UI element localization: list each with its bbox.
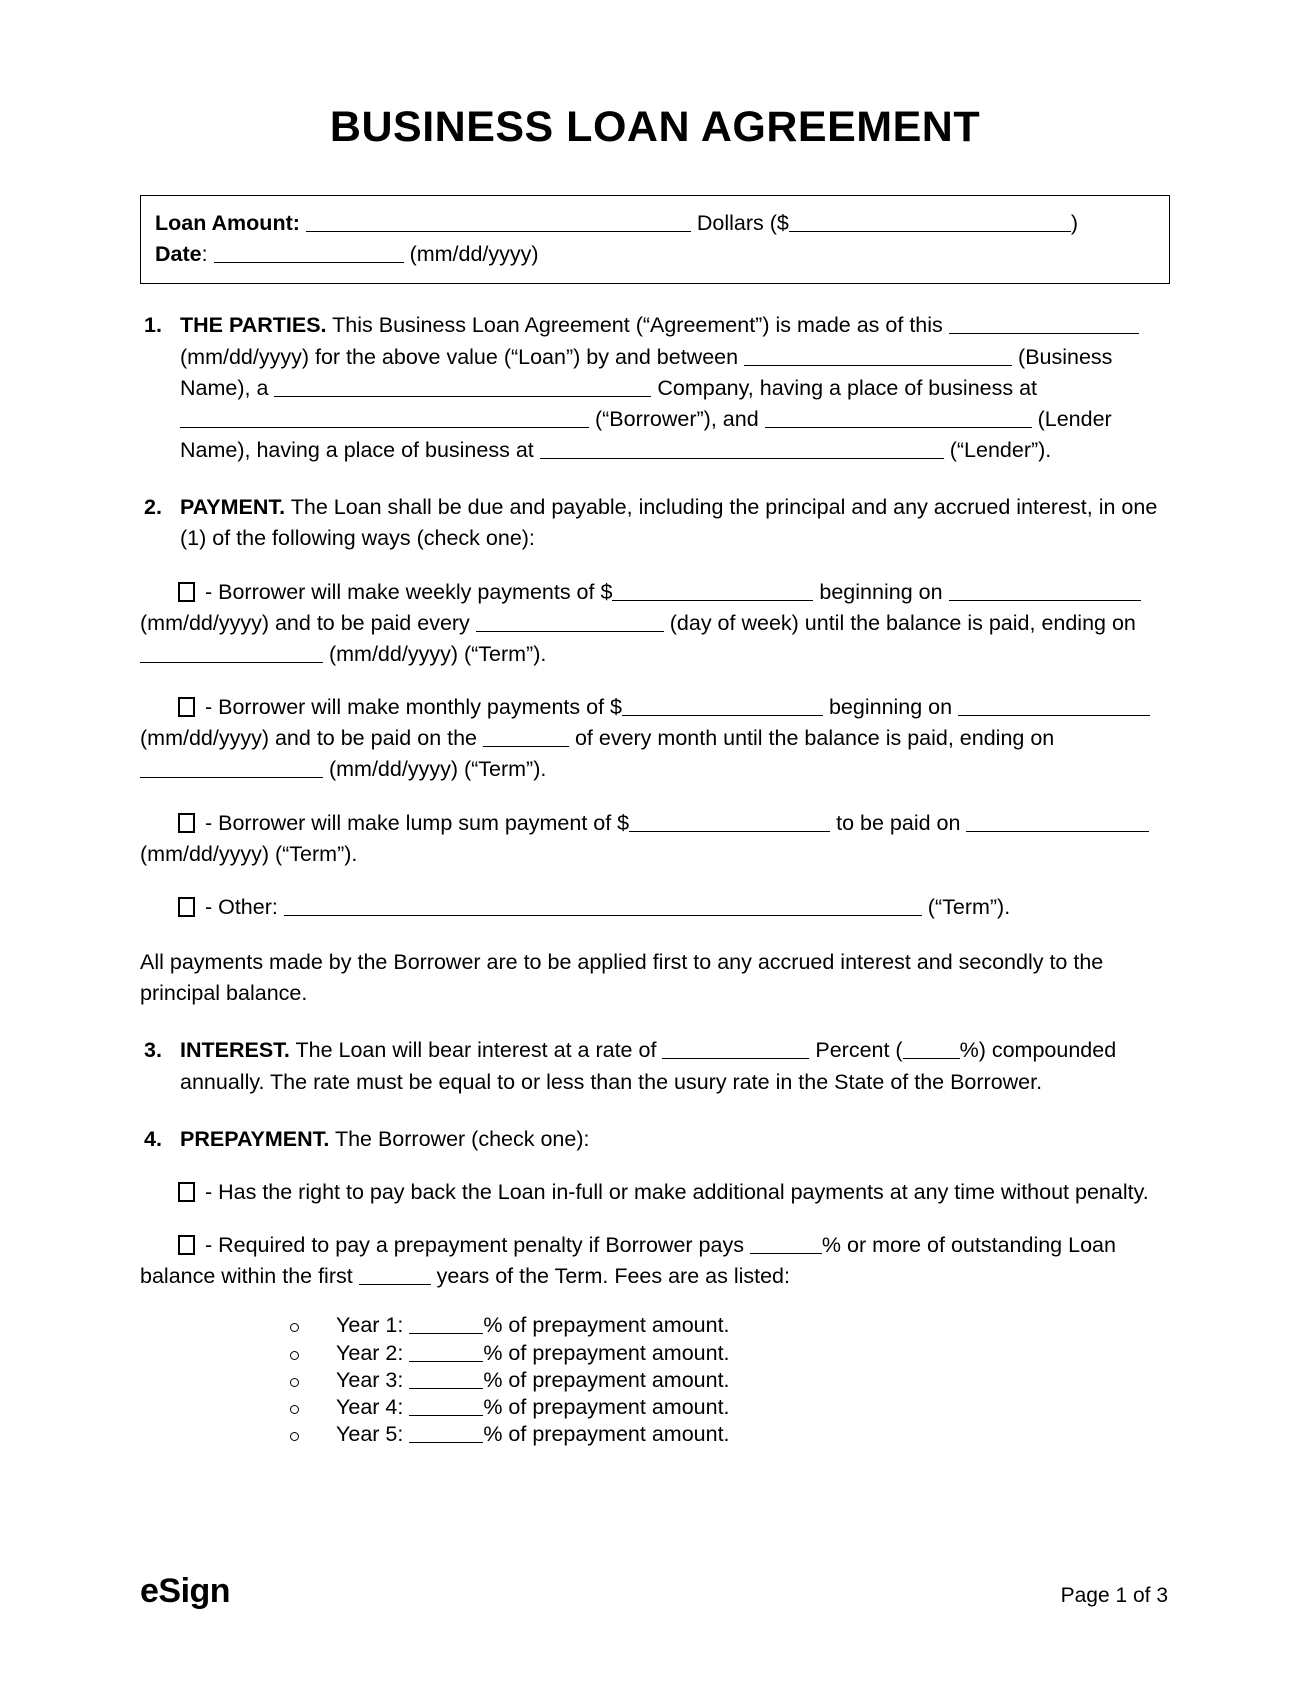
clause-prepayment [140, 1124, 1170, 1155]
monthly-text-3: (mm/dd/yyyy) and to be paid on the [140, 726, 483, 751]
interest-text-3: %) compounded annually. The rate must be equal to or less than the usury rate in the State of the Borrower. [180, 1038, 1117, 1094]
payment-option-weekly-line [140, 577, 1170, 671]
monthly-amount-field[interactable] [622, 695, 823, 717]
year-4-row [336, 1394, 730, 1421]
weekly-day-field[interactable] [476, 610, 664, 632]
prepayment-intro-text: The Borrower (check one): [329, 1126, 590, 1151]
year-5-suffix: % of prepayment amount. [483, 1421, 730, 1446]
weekly-end-date-field[interactable] [140, 641, 323, 663]
year-5-percent-field[interactable] [409, 1421, 483, 1443]
parties-text-5: (“Borrower”), and [589, 406, 765, 431]
list-item [290, 1367, 1170, 1394]
year-3-row [336, 1367, 730, 1394]
clause-body-4 [180, 1124, 1170, 1155]
year-4-label: Year 4: [336, 1394, 410, 1419]
payments-application-note: All payments made by the Borrower are to be applied first to any accrued interest and secondly to the principal balance. [140, 950, 1104, 1006]
date-format-hint: (mm/dd/yyyy) [409, 241, 539, 266]
year-2-percent-field[interactable] [409, 1340, 483, 1362]
clause-number-2: 2. [144, 495, 162, 520]
document-content [140, 0, 1170, 1448]
year-1-percent-field[interactable] [409, 1313, 483, 1335]
page-footer [140, 1572, 1168, 1611]
year-1-row [336, 1312, 730, 1339]
parties-text-2: (mm/dd/yyyy) for the above value (“Loan”) by and between [180, 344, 745, 369]
year-3-label: Year 3: [336, 1367, 410, 1392]
year-2-label: Year 2: [336, 1340, 410, 1365]
prepayment-option-no-penalty-line [140, 1177, 1170, 1208]
clause-heading-4: PREPAYMENT. [180, 1126, 330, 1151]
date-label: Date [155, 241, 202, 266]
clause-the-parties [140, 310, 1170, 466]
clause-number-1: 1. [144, 313, 162, 338]
page-title: BUSINESS LOAN AGREEMENT [329, 103, 981, 151]
interest-text-2: Percent ( [809, 1038, 903, 1063]
weekly-text-5: (mm/dd/yyyy) (“Term”). [323, 641, 547, 666]
business-name-field[interactable] [744, 344, 1012, 366]
checkbox-lump-sum-payment[interactable] [178, 813, 195, 833]
page-number: Page 1 of 3 [1060, 1584, 1168, 1607]
monthly-text-1: - Borrower will make monthly payments of $ [199, 695, 622, 720]
dollars-label: Dollars ($ [696, 211, 789, 236]
weekly-amount-field[interactable] [612, 579, 813, 601]
clause-payment [140, 492, 1170, 554]
interest-text-1: The Loan will bear interest at a rate of [289, 1038, 663, 1063]
year-4-suffix: % of prepayment amount. [483, 1394, 730, 1419]
monthly-text-2: beginning on [822, 695, 959, 720]
lump-text-2: to be paid on [830, 810, 967, 835]
lump-sum-amount-field[interactable] [629, 810, 830, 832]
lump-text-1: - Borrower will make lump sum payment of $ [199, 810, 630, 835]
clause-interest [140, 1035, 1170, 1097]
prepay-penalty-text-1: - Required to pay a prepayment penalty if Borrower pays [199, 1233, 750, 1258]
lender-address-field[interactable] [540, 438, 944, 460]
year-4-percent-field[interactable] [409, 1394, 483, 1416]
borrower-address-field[interactable] [180, 406, 589, 428]
bullet-circle-icon [290, 1347, 336, 1366]
prepayment-option-penalty-line [140, 1230, 1170, 1292]
parties-text-7: (“Lender”). [943, 438, 1052, 463]
clause-body-1 [180, 310, 1170, 466]
other-text-2: (“Term”). [921, 894, 1011, 919]
close-paren: ) [1070, 211, 1079, 236]
prepay-penalty-years-field[interactable] [359, 1264, 431, 1286]
checkbox-weekly-payments[interactable] [178, 582, 195, 602]
year-1-label: Year 1: [336, 1313, 410, 1338]
lump-text-3: (mm/dd/yyyy) (“Term”). [140, 841, 358, 866]
prepay-penalty-text-3: years of the Term. Fees are as listed: [430, 1264, 790, 1289]
clause-number-4: 4. [144, 1126, 162, 1151]
parties-date-field[interactable] [949, 313, 1139, 335]
list-item [290, 1394, 1170, 1421]
weekly-start-date-field[interactable] [949, 579, 1141, 601]
payment-option-other [140, 892, 1170, 923]
loan-amount-row [155, 208, 1155, 239]
year-2-row [336, 1340, 730, 1367]
year-3-percent-field[interactable] [409, 1367, 483, 1389]
year-3-suffix: % of prepayment amount. [483, 1367, 730, 1392]
checkbox-prepay-penalty[interactable] [178, 1235, 195, 1255]
date-field[interactable] [214, 241, 404, 263]
clause-heading-1: THE PARTIES. [180, 313, 327, 338]
parties-text-4: Company, having a place of business at [651, 375, 1038, 400]
weekly-text-4: (day of week) until the balance is paid, ending on [663, 610, 1136, 635]
payment-option-monthly [140, 692, 1170, 786]
loan-summary-box [140, 195, 1170, 284]
payment-option-weekly [140, 577, 1170, 671]
loan-amount-numeric-field[interactable] [789, 211, 1071, 233]
bullet-circle-icon [290, 1319, 336, 1338]
payment-option-other-line [140, 892, 1170, 923]
brand-logo: eSign [140, 1572, 231, 1610]
clause-heading-3: INTEREST. [180, 1038, 290, 1063]
parties-text-3: (Business Name), a [180, 344, 1113, 400]
monthly-day-of-month-field[interactable] [483, 726, 569, 748]
prepay-no-penalty-text: - Has the right to pay back the Loan in-full or make additional payments at any time without penalty. [199, 1179, 1149, 1204]
clause-body-3 [180, 1035, 1170, 1097]
year-1-suffix: % of prepayment amount. [483, 1313, 730, 1338]
list-item [290, 1421, 1170, 1448]
checkbox-monthly-payments[interactable] [178, 697, 195, 717]
monthly-start-date-field[interactable] [958, 695, 1150, 717]
year-2-suffix: % of prepayment amount. [483, 1340, 730, 1365]
parties-text-6: (Lender Name), having a place of business at [180, 406, 1112, 463]
clause-number-3: 3. [144, 1038, 162, 1063]
list-item [290, 1312, 1170, 1339]
monthly-text-5: (mm/dd/yyyy) (“Term”). [323, 757, 547, 782]
loan-amount-words-field[interactable] [306, 211, 691, 233]
loan-amount-label: Loan Amount: [155, 211, 300, 236]
bullet-circle-icon [290, 1401, 336, 1420]
date-colon: : [201, 241, 208, 266]
monthly-end-date-field[interactable] [140, 757, 323, 779]
year-5-row [336, 1421, 730, 1448]
payment-intro-text: The Loan shall be due and payable, including the principal and any accrued interest, in one (1) of the following ways (check one): [180, 495, 1158, 551]
bullet-circle-icon [290, 1428, 336, 1447]
interest-rate-words-field[interactable] [662, 1038, 809, 1060]
payment-option-lump-sum-line [140, 808, 1170, 870]
company-type-field[interactable] [274, 375, 651, 397]
clause-heading-2: PAYMENT. [180, 495, 286, 520]
prepayment-option-penalty [140, 1230, 1170, 1292]
payment-option-lump-sum [140, 808, 1170, 870]
prepay-penalty-percent-field[interactable] [750, 1233, 822, 1255]
parties-text-1: This Business Loan Agreement (“Agreement”) is made as of this [326, 313, 949, 338]
checkbox-other-payment[interactable] [178, 897, 195, 917]
monthly-text-4: of every month until the balance is paid, ending on [568, 726, 1055, 751]
prepayment-fee-list [140, 1312, 1170, 1447]
year-5-label: Year 5: [336, 1421, 410, 1446]
prepay-penalty-text-2: % or more of outstanding Loan balance within the first [140, 1233, 1116, 1289]
list-item [290, 1340, 1170, 1367]
other-payment-field[interactable] [284, 894, 922, 916]
lender-name-field[interactable] [765, 406, 1032, 428]
prepayment-option-no-penalty [140, 1177, 1170, 1208]
interest-rate-numeric-field[interactable] [903, 1038, 960, 1060]
lump-sum-date-field[interactable] [966, 810, 1149, 832]
weekly-text-3: (mm/dd/yyyy) and to be paid every [140, 610, 476, 635]
weekly-text-1: - Borrower will make weekly payments of $ [199, 579, 613, 604]
other-text-1: - Other: [199, 894, 284, 919]
checkbox-prepay-no-penalty[interactable] [178, 1182, 195, 1202]
clause-body-2 [180, 492, 1170, 554]
weekly-text-2: beginning on [813, 579, 949, 604]
bullet-circle-icon [290, 1374, 336, 1393]
date-row [155, 239, 1155, 270]
payment-option-monthly-line [140, 692, 1170, 786]
